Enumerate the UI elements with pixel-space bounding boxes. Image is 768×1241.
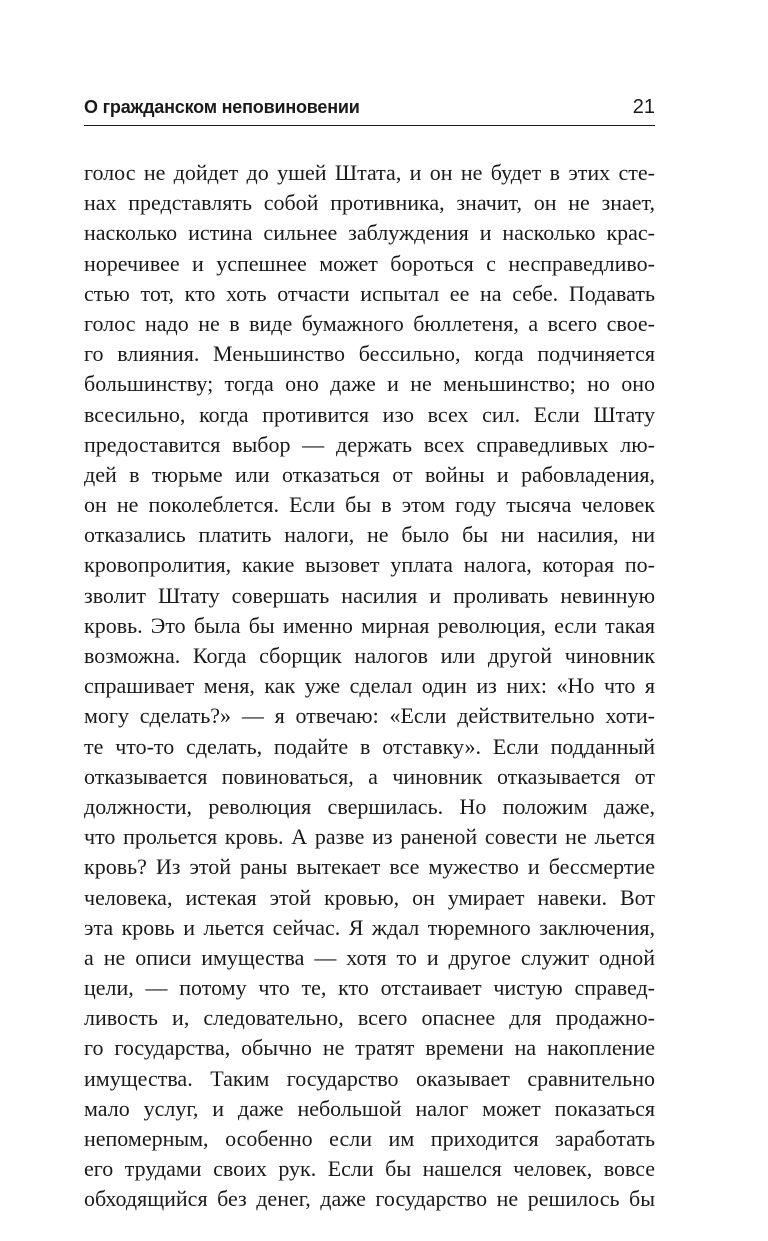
text-line: насколько истина сильнее заблуждения и насколько крас- [84, 220, 655, 246]
text-line: голос не дойдет до ушей Штата, и он не будет в этих сте- [84, 160, 655, 185]
text-line: го государства, обычно не тратят времени на накопление [84, 1035, 655, 1061]
text-line: человека, истекая этой кровью, он умирает навеки. Вот [84, 884, 655, 910]
text-line: кровь. Это была бы именно мирная революция, если такая [84, 612, 655, 638]
running-head [84, 95, 655, 126]
text-line: мало услуг, и даже небольшой налог может показаться [84, 1095, 655, 1121]
text-line: обходящийся без денег, даже государство не решилось бы [84, 1186, 655, 1212]
text-line: нах представлять собой противника, значит, он не знает, [84, 190, 655, 216]
text-line: дей в тюрьме или отказаться от войны и рабовладения, [84, 461, 655, 487]
text-line: кровопролития, какие вызовет уплата налога, которая по- [84, 552, 655, 578]
text-line: а не описи имущества — хотя то и другое служит одной [84, 944, 655, 970]
text-line: зволит Штату совершать насилия и проливать невинную [84, 582, 655, 608]
page-number: 21 [632, 96, 655, 118]
text-line: стью тот, кто хоть отчасти испытал ее на себе. Подавать [84, 280, 655, 306]
text-line: спрашивает меня, как уже сделал один из них: «Но что я [84, 673, 655, 699]
text-line: его трудами своих рук. Если бы нашелся человек, вовсе [84, 1156, 655, 1182]
text-line: большинству; тогда оно даже и не меньшинство; но оно [84, 371, 655, 397]
text-line: предоставится выбор — держать всех справедливых лю- [84, 431, 655, 457]
text-line: цели, — потому что те, кто отстаивает чистую справед- [84, 975, 655, 1001]
text-line: отказались платить налоги, не было бы ни насилия, ни [84, 522, 655, 548]
text-line: он не поколеблется. Если бы в этом году тысяча человек [84, 492, 655, 518]
text-line: эта кровь и льется сейчас. Я ждал тюремного заключения, [84, 914, 655, 940]
text-line: кровь? Из этой раны вытекает все мужество и бессмертие [84, 854, 655, 880]
text-line: те что-то сделать, подайте в отставку». Если подданный [84, 733, 655, 759]
text-line: го влияния. Меньшинство бессильно, когда подчиняется [84, 341, 655, 367]
text-line: ливость и, следовательно, всего опаснее для продажно- [84, 1005, 655, 1031]
text-line: должности, революция свершилась. Но положим даже, [84, 793, 655, 819]
text-line: что прольется кровь. А разве из раненой совести не льется [84, 824, 655, 850]
text-line: имущества. Таким государство оказывает сравнительно [84, 1065, 655, 1091]
text-line: норечивее и успешнее может бороться с несправедливо- [84, 250, 655, 276]
text-line: всесильно, когда противится изо всех сил. Если Штату [84, 401, 655, 427]
running-title: О гражданском неповиновении [84, 97, 360, 117]
text-line: отказывается повиноваться, а чиновник отказывается от [84, 763, 655, 789]
text-line: могу сделать?» — я отвечаю: «Если действительно хоти- [84, 703, 655, 729]
text-line: голос надо не в виде бумажного бюллетеня, а всего свое- [84, 310, 655, 336]
body-text [84, 158, 655, 1215]
text-line: непомерным, особенно если им приходится заработать [84, 1126, 655, 1151]
text-line: возможна. Когда сборщик налогов или другой чиновник [84, 643, 655, 668]
